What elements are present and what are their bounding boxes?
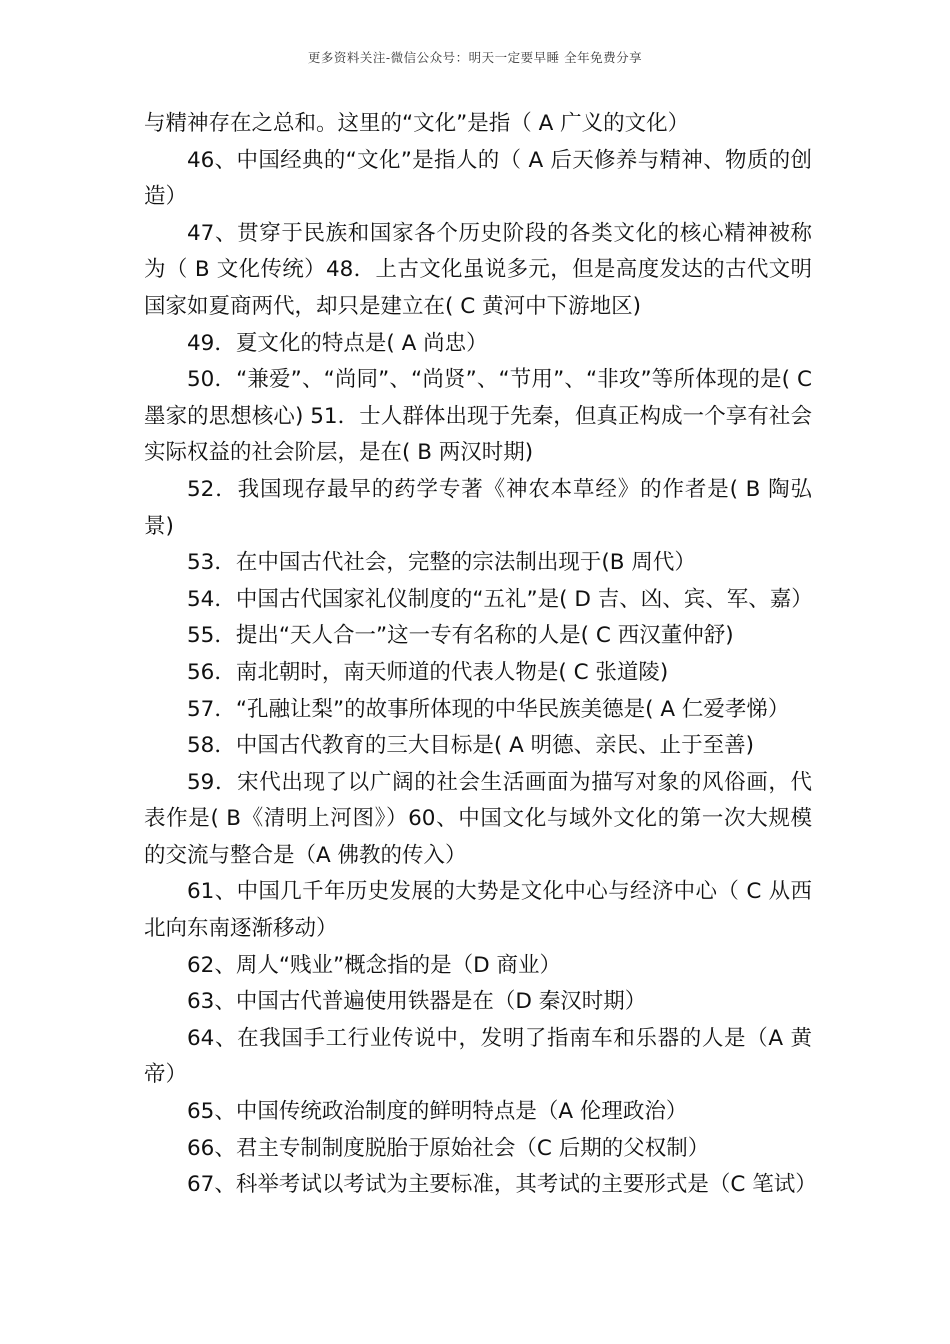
paragraph: 58．中国古代教育的三大目标是( A 明德、亲民、止于至善) [187, 733, 755, 759]
page-header: 更多资料关注-微信公众号：明天一定要早睡 全年免费分享 [307, 50, 643, 65]
paragraph: 56．南北朝时，南天师道的代表人物是( C 张道陵) [187, 659, 669, 685]
paragraph: 66、君主专制制度脱胎于原始社会（C 后期的父权制） [187, 1135, 710, 1161]
paragraph: 47、贯穿于民族和国家各个历史阶段的各类文化的核心精神被称为（ B 文化传统）48．上古文化虽说多元，但是高度发达的古代文明国家如夏商两代，却只是建立在( C 黄河中下游地区) [144, 220, 812, 319]
paragraph: 49．夏文化的特点是( A 尚忠） [187, 330, 488, 356]
paragraph: 50．“兼爱”、“尚同”、“尚贤”、“节用”、“非攻”等所体现的是( C 墨家的思想核心) 51．士人群体出现于先秦，但真正构成一个享有社会实际权益的社会阶层，是在( B 两汉时期) [144, 367, 812, 466]
paragraph: 59．宋代出现了以广阔的社会生活画面为描写对象的风俗画，代表作是( B《清明上河图》）60、中国文化与域外文化的第一次大规模的交流与整合是（A 佛教的传入） [144, 769, 812, 868]
paragraph: 62、周人“贱业”概念指的是（D 商业） [187, 952, 562, 978]
paragraph: 67、科举考试以考试为主要标准，其考试的主要形式是（C 笔试） [187, 1172, 817, 1198]
paragraph: 52．我国现存最早的药学专著《神农本草经》的作者是( B 陶弘景) [144, 476, 812, 539]
paragraph: 61、中国几千年历史发展的大势是文化中心与经济中心（ C 从西北向东南逐渐移动） [144, 879, 812, 942]
paragraph: 65、中国传统政治制度的鲜明特点是（A 伦理政治） [187, 1099, 688, 1125]
paragraph: 54．中国古代国家礼仪制度的“五礼”是( D 吉、凶、宾、军、嘉） [187, 586, 813, 612]
paragraph: 46、中国经典的“文化”是指人的（ A 后天修养与精神、物质的创造） [144, 147, 812, 210]
document-body [144, 106, 817, 1204]
paragraph: 与精神存在之总和。这里的“文化”是指（ A 广义的文化） [144, 111, 690, 136]
paragraph: 64、在我国手工行业传说中，发明了指南车和乐器的人是（A 黄帝） [144, 1025, 812, 1088]
paragraph: 55．提出“天人合一”这一专有名称的人是( C 西汉董仲舒) [187, 623, 734, 649]
paragraph: 57．“孔融让梨”的故事所体现的中华民族美德是( A 仁爱孝悌） [187, 696, 790, 722]
paragraph: 53．在中国古代社会，完整的宗法制出现于(B 周代） [187, 550, 696, 576]
paragraph: 63、中国古代普遍使用铁器是在（D 秦汉时期） [187, 989, 647, 1015]
